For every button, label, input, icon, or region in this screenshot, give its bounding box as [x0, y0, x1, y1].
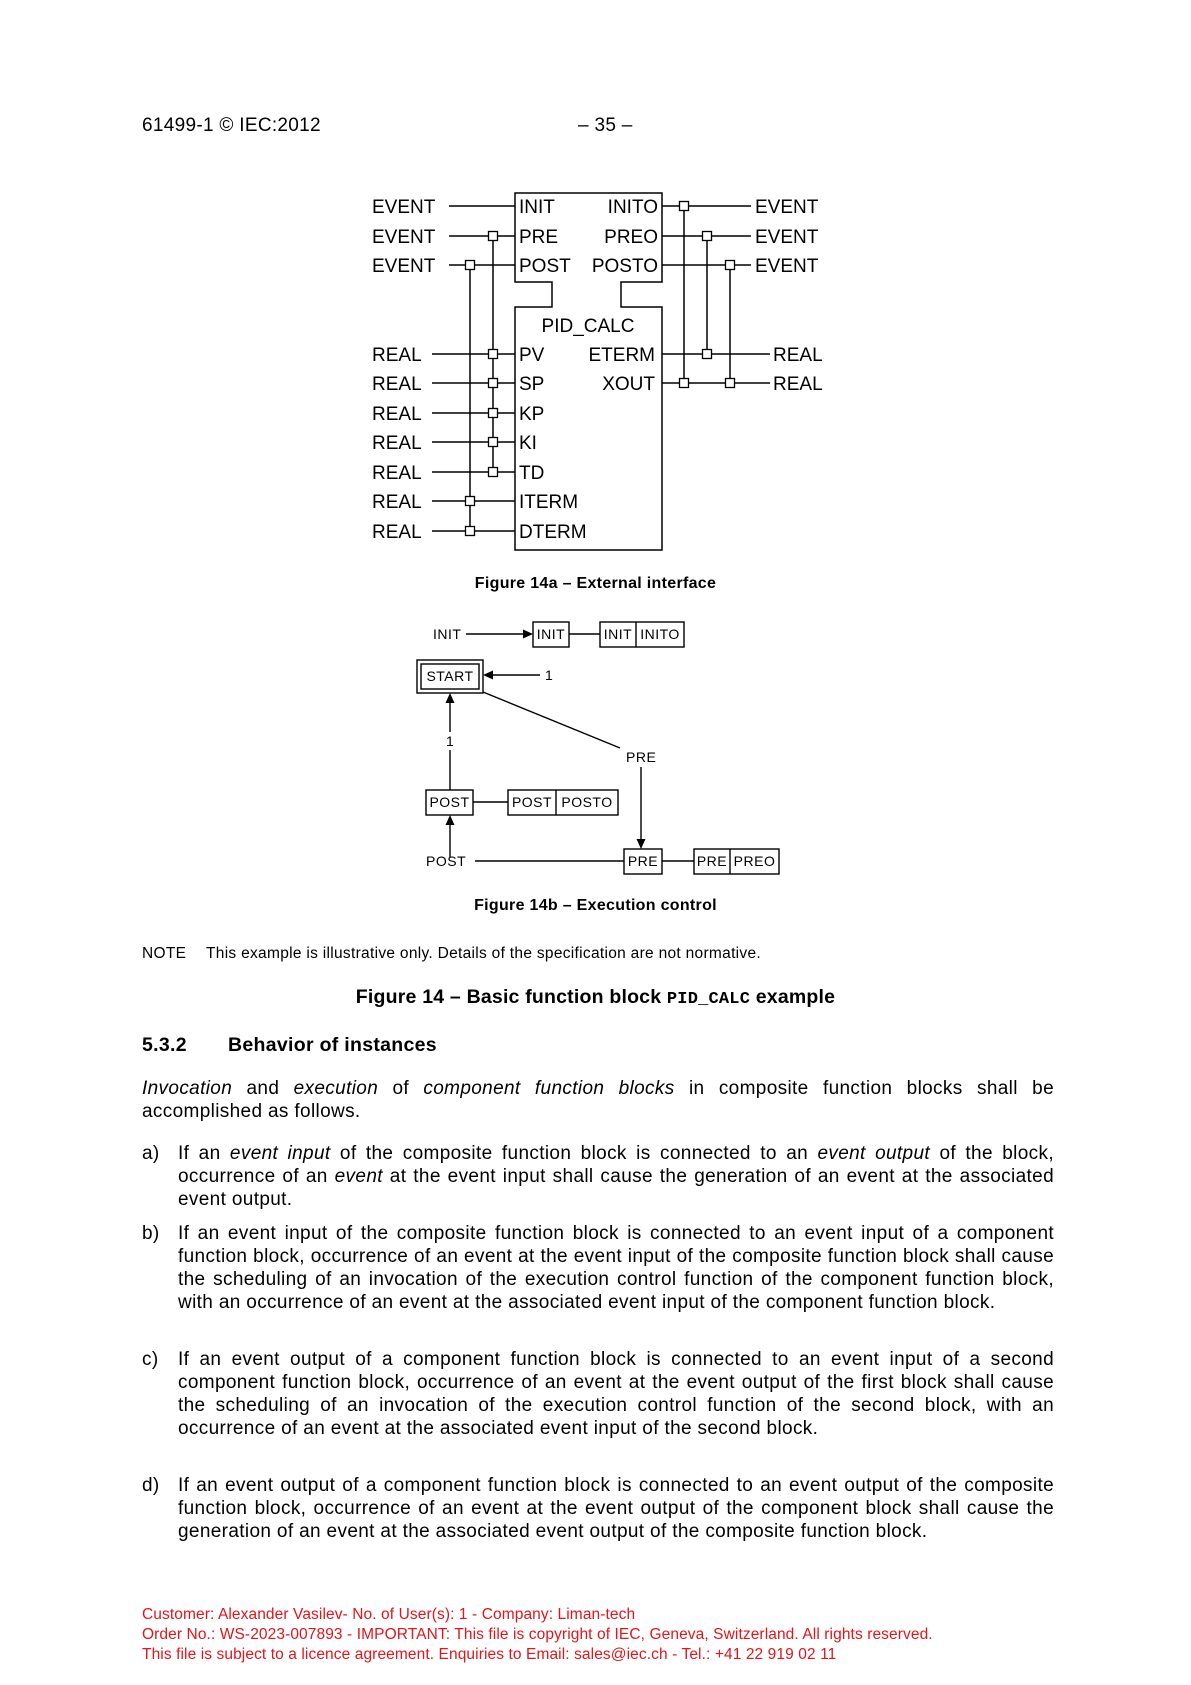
footer-line: This file is subject to a licence agreement. Enquiries to Email: sales@iec.ch - Tel.: +41 22 919 02 11 [142, 1646, 837, 1663]
with-junction [726, 379, 735, 388]
event-input-type: EVENT [372, 227, 436, 248]
with-junction [466, 527, 475, 536]
event-input-port: INIT [519, 197, 555, 218]
with-junction [489, 232, 498, 241]
figure-14-title [0, 986, 1191, 1009]
transition-condition: INIT [433, 626, 462, 642]
action-output: INITO [640, 626, 680, 642]
event-input-type: EVENT [372, 197, 436, 218]
data-input-type: REAL [372, 463, 422, 484]
with-junction [680, 202, 689, 211]
event-output-port: POSTO [591, 256, 658, 277]
figure-14a-diagram [0, 0, 1191, 600]
data-input-type: REAL [372, 345, 422, 366]
state-name: INIT [536, 626, 566, 642]
event-output-type: EVENT [755, 227, 819, 248]
transition-condition: 1 [545, 667, 554, 683]
arrowhead [637, 839, 646, 849]
data-input-type: REAL [372, 374, 422, 395]
action-algorithm: INIT [603, 626, 633, 642]
state-name: POST [429, 794, 470, 810]
with-junction [466, 497, 475, 506]
with-junction [680, 379, 689, 388]
state-name: START [426, 668, 474, 684]
data-input-type: REAL [372, 522, 422, 543]
arrowhead [523, 630, 533, 639]
note-text: This example is illustrative only. Details of the specification are not normative. [206, 945, 761, 962]
block-type-name: PID_CALC [541, 316, 635, 337]
header-document-id: 61499-1 © IEC:2012 [142, 115, 321, 136]
list-item [142, 1348, 1054, 1440]
arrowhead [446, 693, 455, 703]
event-input-type: EVENT [372, 256, 436, 277]
data-output-port: ETERM [588, 345, 655, 366]
action-output: PREO [733, 853, 776, 869]
data-input-type: REAL [372, 433, 422, 454]
list-item-text: If an event output of a component function block is connected to an event input of a second component function block, occurrence of an event at the event output of the first block shall cause the scheduling of an invocation of the execution control function of the second block, with an occurrence of an event at the associated event input of the second block. [178, 1349, 1054, 1439]
transition-condition: POST [426, 853, 467, 869]
data-input-port: DTERM [519, 522, 587, 543]
data-input-port: KI [519, 433, 537, 454]
data-input-port: TD [519, 463, 545, 484]
figure-14a-caption: Figure 14a – External interface [474, 575, 717, 592]
state-name: PRE [627, 853, 659, 869]
with-junction [489, 350, 498, 359]
list-item [142, 1222, 1054, 1314]
event-input-port: POST [519, 256, 571, 277]
figure-14b-caption: Figure 14b – Execution control [474, 897, 717, 914]
data-input-port: SP [519, 374, 545, 395]
figure-note [142, 945, 761, 963]
data-input-port: KP [519, 404, 545, 425]
data-input-type: REAL [372, 404, 422, 425]
licence-footer [142, 1605, 933, 1665]
data-input-type: REAL [372, 492, 422, 513]
with-junction [489, 409, 498, 418]
figure-title-suffix: example [750, 986, 836, 1008]
action-algorithm: PRE [696, 853, 728, 869]
transition-condition: 1 [446, 733, 455, 749]
with-junction [466, 261, 475, 270]
with-junction [489, 379, 498, 388]
list-item-text: If an event input of the composite function block is connected to an event output of the block, occurrence of an event at the event input shall cause the generation of an event at the associated event output. [178, 1143, 1055, 1210]
with-junction [489, 468, 498, 477]
figure-title-prefix: Figure 14 – Basic function block [355, 986, 667, 1008]
event-input-port: PRE [519, 227, 559, 248]
note-tag: NOTE [142, 945, 187, 962]
transition-start-to-pre [483, 692, 620, 748]
data-output-type: REAL [773, 345, 823, 366]
list-item-label: b) [142, 1223, 160, 1244]
with-junction [703, 350, 712, 359]
arrowhead [446, 815, 455, 825]
event-output-type: EVENT [755, 197, 819, 218]
header-page-number: – 35 – [578, 115, 633, 136]
section-number: 5.3.2 [142, 1034, 187, 1056]
list-item-label: c) [142, 1349, 159, 1370]
section-heading [142, 1034, 437, 1057]
intro-paragraph: Invocation and execution of component function blocks in composite function blocks shall be accomplished as follows. [142, 1078, 1055, 1122]
action-algorithm: POST [511, 794, 553, 810]
figure-title-code: PID_CALC [666, 990, 751, 1009]
event-output-port: PREO [604, 227, 658, 248]
data-input-port: PV [519, 345, 545, 366]
with-junction [726, 261, 735, 270]
with-junction [489, 438, 498, 447]
footer-line: Customer: Alexander Vasilev- No. of User(s): 1 - Company: Liman-tech [142, 1606, 636, 1623]
footer-line: Order No.: WS-2023-007893 - IMPORTANT: This file is copyright of IEC, Geneva, Switzerland. All rights reserved. [142, 1626, 933, 1643]
figure-14b-diagram [0, 600, 1191, 900]
event-output-port: INITO [607, 197, 658, 218]
data-output-port: XOUT [602, 374, 655, 395]
list-item-text: If an event input of the composite function block is connected to an event input of a component function block, occurrence of an event at the event input of the composite function block shall cause the scheduling of an invocation of the execution control function of the component function block, with an occurrence of an event at the associated event input of the component function block. [178, 1223, 1054, 1313]
list-item-text: If an event output of a component function block is connected to an event output of the composite function block, occurrence of an event at the event output of the component block shall cause the generation of an event at the associated event output of the composite function block. [178, 1475, 1054, 1542]
with-junction [703, 232, 712, 241]
arrowhead [483, 671, 493, 680]
action-output: POSTO [561, 794, 613, 810]
list-item [142, 1474, 1054, 1543]
data-output-type: REAL [773, 374, 823, 395]
data-input-port: ITERM [519, 492, 579, 513]
list-item-label: d) [142, 1475, 160, 1496]
transition-condition: PRE [626, 749, 657, 765]
section-title: Behavior of instances [228, 1034, 437, 1056]
list-item-label: a) [142, 1143, 160, 1164]
event-output-type: EVENT [755, 256, 819, 277]
list-item [142, 1142, 1054, 1211]
